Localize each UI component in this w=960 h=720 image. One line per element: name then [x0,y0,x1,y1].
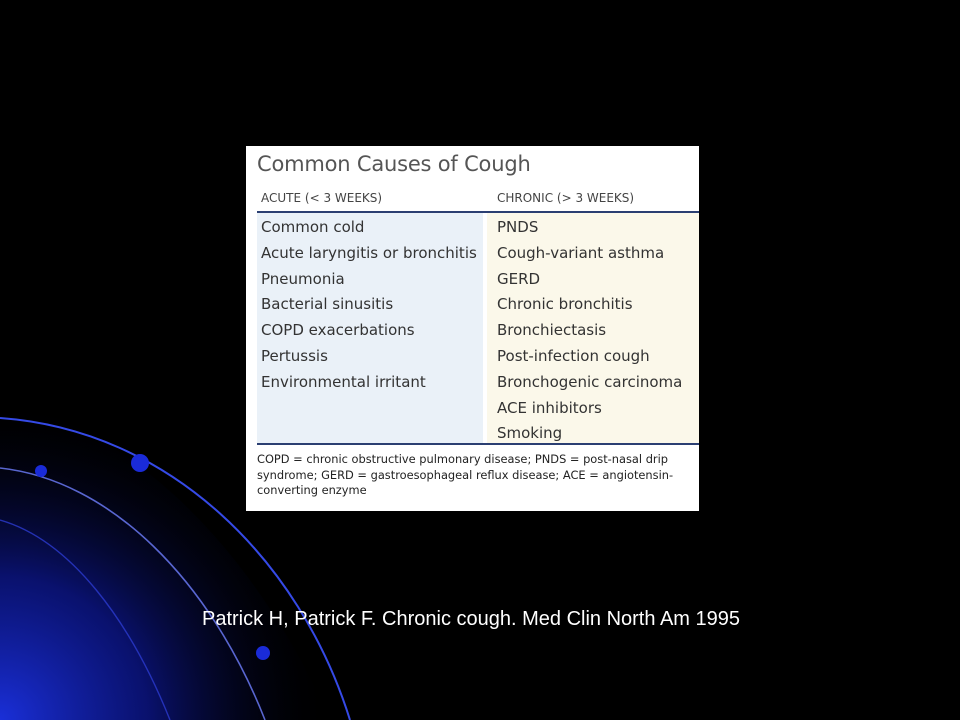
list-item: Post-infection cough [497,346,650,365]
table-title: Common Causes of Cough [257,152,531,176]
chronic-causes-list [497,215,682,447]
chronic-column-header: CHRONIC (> 3 WEEKS) [497,191,635,205]
list-item: Common cold [261,218,365,236]
list-item: Smoking [497,424,563,443]
acute-causes-list [261,215,477,396]
table-bottom-rule [257,443,699,445]
decorative-dot [131,454,149,472]
list-item: Pertussis [261,346,328,365]
list-item: Pneumonia [261,269,345,288]
list-item: COPD exacerbations [261,321,415,340]
list-item: Bronchogenic carcinoma [497,372,683,391]
list-item: Environmental irritant [261,372,426,391]
decorative-dot [35,465,47,477]
list-item: Bronchiectasis [497,321,607,340]
list-item: Cough-variant asthma [497,243,665,262]
citation: Patrick H, Patrick F. Chronic cough. Med Clin North Am 1995 [202,608,740,630]
list-item: Chronic bronchitis [497,295,633,314]
table-footnote: COPD = chronic obstructive pulmonary disease; PNDS = post-nasal drip syndrome; GERD = gastroesophageal reflux disease; ACE = angiotensin-converting enzyme [257,452,674,497]
list-item: GERD [497,269,541,288]
cough-causes-table [246,146,699,511]
list-item: PNDS [497,218,539,236]
list-item: Bacterial sinusitis [261,295,394,314]
list-item: ACE inhibitors [497,398,602,417]
decorative-dot [256,646,270,660]
list-item: Acute laryngitis or bronchitis [261,243,477,262]
acute-column-header: ACUTE (< 3 WEEKS) [261,191,383,205]
